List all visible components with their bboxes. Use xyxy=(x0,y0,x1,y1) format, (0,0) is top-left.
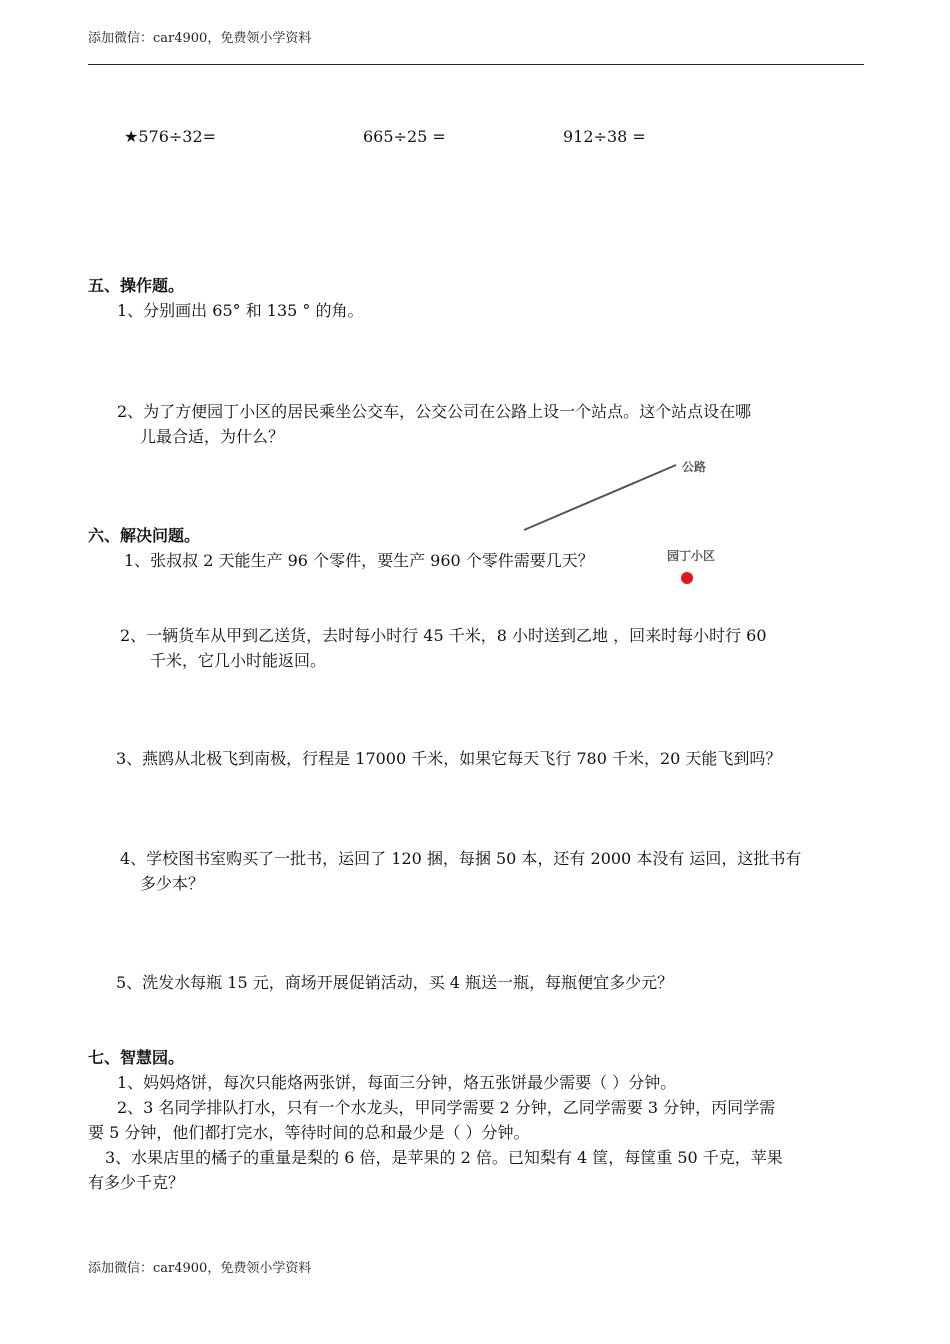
section7-q2-line2: 要 5 分钟，他们都打完水，等待时间的总和最少是（ ）分钟。 xyxy=(88,1123,530,1142)
page-footer: 添加微信：car4900，免费领小学资料 xyxy=(88,1261,312,1276)
road-line xyxy=(524,465,676,530)
section6-q3: 3、燕鸥从北极飞到南极，行程是 17000 千米，如果它每天飞行 780 千米，20 天能飞到吗？ xyxy=(116,749,782,768)
section5-q2-line2: 儿最合适，为什么？ xyxy=(140,427,285,446)
community-dot xyxy=(681,572,693,584)
section6-q2-line2: 千米，它几小时能返回。 xyxy=(150,651,327,670)
road-label: 公路 xyxy=(682,460,707,474)
section6-q4-line2: 多少本？ xyxy=(140,874,205,893)
section7-q3-line2: 有多少千克？ xyxy=(88,1173,185,1192)
section5-q1: 1、分别画出 65° 和 135 ° 的角。 xyxy=(117,301,364,320)
section7-title: 七、智慧园。 xyxy=(88,1048,185,1067)
calc-problem-3: 912÷38 = xyxy=(563,127,646,146)
page-header: 添加微信：car4900，免费领小学资料 xyxy=(88,31,312,46)
calc-problem-2: 665÷25 = xyxy=(363,127,446,146)
section7-q1: 1、妈妈烙饼，每次只能烙两张饼，每面三分钟，烙五张饼最少需要（ ）分钟。 xyxy=(117,1073,677,1092)
section7-q2-line1: 2、3 名同学排队打水，只有一个水龙头，甲同学需要 2 分钟，乙同学需要 3 分钟，丙同学需 xyxy=(117,1098,776,1117)
section7-q3-line1: 3、水果店里的橘子的重量是梨的 6 倍，是苹果的 2 倍。已知梨有 4 筐，每筐重 50 千克，苹果 xyxy=(105,1148,783,1167)
calc-problem-1: ★576÷32= xyxy=(124,127,217,146)
community-label: 园丁小区 xyxy=(667,549,716,563)
section5-title: 五、操作题。 xyxy=(88,276,185,295)
section6-q5: 5、洗发水每瓶 15 元，商场开展促销活动，买 4 瓶送一瓶，每瓶便宜多少元？ xyxy=(116,973,674,992)
section6-q1: 1、张叔叔 2 天能生产 96 个零件，要生产 960 个零件需要几天？ xyxy=(124,551,594,570)
section5-q2-line1: 2、为了方便园丁小区的居民乘坐公交车，公交公司在公路上设一个站点。这个站点设在哪 xyxy=(117,402,752,421)
section6-title: 六、解决问题。 xyxy=(88,526,201,545)
section6-q2-line1: 2、一辆货车从甲到乙送货，去时每小时行 45 千米，8 小时送到乙地 ，回来时每小时行 60 xyxy=(120,626,767,645)
section6-q4-line1: 4、学校图书室购买了一批书，运回了 120 捆，每捆 50 本，还有 2000 本没有 运回，这批书有 xyxy=(120,849,802,868)
